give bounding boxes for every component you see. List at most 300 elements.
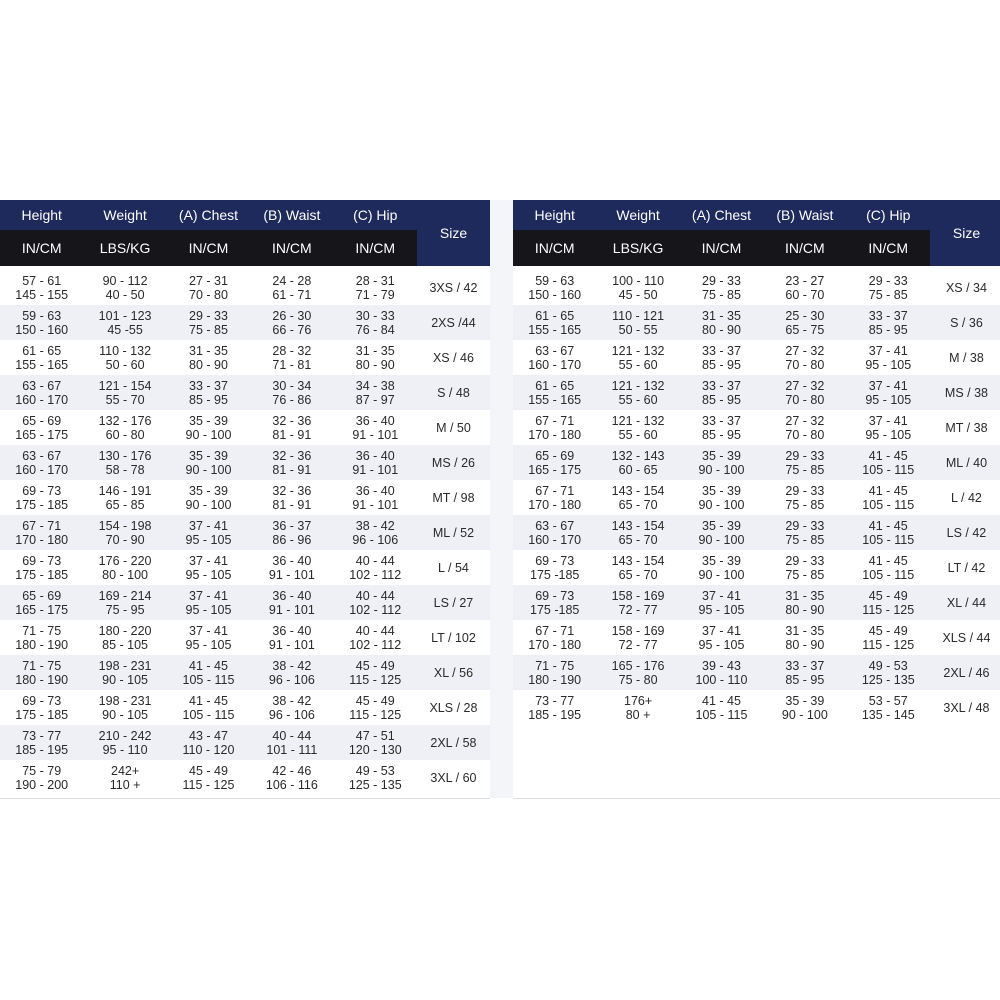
cell-size: LT / 102 — [431, 630, 476, 645]
cell-waist-metric: 90 - 100 — [781, 707, 828, 722]
cell-size: XLS / 44 — [942, 630, 991, 645]
cell-waist-metric: 81 - 91 — [272, 497, 312, 512]
cell-hip-metric: 91 - 101 — [352, 462, 399, 477]
cell-chest-metric: 95 - 105 — [185, 602, 232, 617]
cell-hip-imperial: 41 - 45 — [868, 448, 908, 463]
cell-chest-imperial: 31 - 35 — [702, 308, 741, 323]
cell-size: LS / 27 — [433, 595, 474, 610]
cell-weight-metric: 65 - 70 — [618, 567, 658, 582]
cell-hip-metric: 120 - 130 — [348, 742, 402, 757]
cell-chest-imperial: 35 - 39 — [189, 448, 228, 463]
cell-chest — [167, 515, 250, 550]
cell-waist-metric: 75 - 85 — [785, 497, 825, 512]
cell-height-imperial: 65 - 69 — [535, 448, 575, 463]
cell-height-imperial: 61 - 65 — [535, 378, 575, 393]
cell-hip-imperial: 36 - 40 — [355, 413, 395, 428]
cell-height — [513, 270, 596, 305]
cell-hip-metric: 85 - 95 — [868, 322, 908, 337]
header-row-units — [513, 230, 930, 266]
cell-size: MS / 38 — [944, 385, 988, 400]
cell-waist — [763, 550, 846, 585]
cell-weight-imperial: 165 - 176 — [611, 658, 665, 673]
cell-height — [0, 410, 83, 445]
cell-hip-imperial: 45 - 49 — [868, 588, 908, 603]
cell-height-imperial: 63 - 67 — [535, 518, 575, 533]
cell-height-metric: 160 - 170 — [528, 357, 582, 372]
cell-chest-imperial: 27 - 31 — [189, 273, 228, 288]
cell-chest — [680, 445, 763, 480]
cell-waist-imperial: 27 - 32 — [785, 378, 825, 393]
cell-waist-metric: 75 - 85 — [785, 462, 825, 477]
cell-waist-metric: 75 - 85 — [785, 532, 825, 547]
cell-weight — [596, 445, 679, 480]
cell-height — [0, 655, 83, 690]
cell-hip-imperial: 45 - 49 — [355, 693, 395, 708]
table-row — [0, 410, 490, 445]
cell-waist-metric: 91 - 101 — [268, 567, 315, 582]
cell-waist — [250, 480, 333, 515]
cell-size: 3XL / 48 — [943, 700, 990, 715]
cell-chest-imperial: 33 - 37 — [702, 378, 741, 393]
cell-height — [0, 550, 83, 585]
table-row — [513, 515, 1000, 550]
cell-chest — [680, 340, 763, 375]
cell-height-imperial: 63 - 67 — [22, 378, 62, 393]
cell-waist-imperial: 32 - 36 — [272, 413, 312, 428]
cell-chest — [167, 445, 250, 480]
cell-waist-metric: 70 - 80 — [785, 427, 825, 442]
cell-hip — [334, 620, 417, 655]
cell-size: ML / 40 — [945, 455, 988, 470]
cell-hip-metric: 115 - 125 — [862, 637, 915, 652]
cell-size: LS / 42 — [946, 525, 987, 540]
cell-weight-imperial: 121 - 132 — [611, 378, 665, 393]
cell-waist — [763, 480, 846, 515]
cell-weight — [83, 655, 166, 690]
cell-height-metric: 175 -185 — [530, 602, 580, 617]
cell-chest-imperial: 35 - 39 — [702, 553, 741, 568]
cell-chest-imperial: 29 - 33 — [702, 273, 741, 288]
unit-waist: IN/CM — [272, 240, 312, 256]
cell-height — [0, 620, 83, 655]
cell-waist-metric: 80 - 90 — [785, 637, 825, 652]
cell-size: L / 54 — [438, 560, 469, 575]
cell-hip — [334, 480, 417, 515]
cell-weight-metric: 65 - 70 — [618, 497, 658, 512]
cell-weight-imperial: 121 - 154 — [98, 378, 152, 393]
cell-waist — [250, 760, 333, 795]
header-weight: Weight — [616, 207, 660, 223]
cell-chest — [680, 410, 763, 445]
table-row — [513, 550, 1000, 585]
cell-height-imperial: 67 - 71 — [535, 483, 575, 498]
cell-chest — [680, 375, 763, 410]
cell-height-metric: 165 - 175 — [15, 427, 69, 442]
cell-height-imperial: 67 - 71 — [535, 623, 575, 638]
cell-chest-metric: 90 - 100 — [698, 532, 745, 547]
cell-hip-imperial: 41 - 45 — [868, 483, 908, 498]
cell-weight-metric: 75 - 95 — [105, 602, 145, 617]
cell-weight-imperial: 169 - 214 — [98, 588, 152, 603]
cell-weight-metric: 90 - 105 — [102, 672, 149, 687]
cell-height — [0, 445, 83, 480]
size-chart-left — [0, 200, 490, 799]
cell-hip-metric: 91 - 101 — [352, 497, 399, 512]
table-row — [513, 480, 1000, 515]
header-size: Size — [930, 200, 1000, 266]
cell-chest-metric: 85 - 95 — [702, 357, 741, 372]
cell-hip-imperial: 40 - 44 — [355, 588, 395, 603]
cell-height — [513, 550, 596, 585]
cell-waist-metric: 96 - 106 — [268, 707, 315, 722]
cell-hip-metric: 96 - 106 — [352, 532, 399, 547]
cell-waist-imperial: 36 - 40 — [272, 623, 312, 638]
cell-chest — [680, 270, 763, 305]
cell-height-imperial: 63 - 67 — [535, 343, 575, 358]
cell-height-metric: 155 - 165 — [528, 392, 582, 407]
table-row — [513, 445, 1000, 480]
cell-hip — [847, 270, 930, 305]
cell-waist-imperial: 38 - 42 — [272, 693, 312, 708]
cell-hip-imperial: 40 - 44 — [355, 623, 395, 638]
cell-size: MT / 38 — [945, 420, 988, 435]
cell-weight-metric: 40 - 50 — [105, 287, 145, 302]
cell-waist-imperial: 24 - 28 — [272, 273, 312, 288]
cell-height-imperial: 61 - 65 — [535, 308, 575, 323]
cell-hip — [847, 585, 930, 620]
cell-chest-imperial: 41 - 45 — [189, 658, 228, 673]
cell-hip — [847, 690, 930, 725]
cell-height — [0, 340, 83, 375]
cell-size: 3XL / 60 — [430, 770, 477, 785]
cell-hip-metric: 105 - 115 — [862, 532, 915, 547]
table-row — [0, 515, 490, 550]
cell-height — [513, 515, 596, 550]
cell-chest-imperial: 37 - 41 — [189, 553, 228, 568]
cell-hip-metric: 71 - 79 — [355, 287, 395, 302]
cell-waist-imperial: 40 - 44 — [272, 728, 312, 743]
cell-chest-metric: 80 - 90 — [189, 357, 228, 372]
table-row — [0, 760, 490, 795]
cell-waist — [763, 270, 846, 305]
cell-weight-imperial: 158 - 169 — [611, 588, 665, 603]
cell-height-imperial: 57 - 61 — [22, 273, 62, 288]
cell-height-metric: 185 - 195 — [528, 707, 582, 722]
cell-chest-imperial: 45 - 49 — [189, 763, 228, 778]
cell-waist — [763, 655, 846, 690]
cell-height — [513, 340, 596, 375]
cell-waist-metric: 91 - 101 — [268, 637, 315, 652]
cell-height — [0, 725, 83, 760]
cell-height-metric: 165 - 175 — [528, 462, 582, 477]
cell-height-metric: 160 - 170 — [15, 462, 69, 477]
cell-weight — [596, 620, 679, 655]
cell-chest-metric: 95 - 105 — [185, 637, 232, 652]
cell-hip-metric: 125 - 135 — [861, 672, 915, 687]
cell-hip-imperial: 41 - 45 — [868, 553, 908, 568]
cell-chest — [167, 690, 250, 725]
cell-hip-metric: 115 - 125 — [349, 707, 402, 722]
cell-hip-imperial: 29 - 33 — [868, 273, 908, 288]
cell-waist-imperial: 30 - 34 — [272, 378, 312, 393]
cell-waist-imperial: 31 - 35 — [785, 623, 825, 638]
cell-height-imperial: 75 - 79 — [22, 763, 62, 778]
cell-size: S / 48 — [437, 385, 470, 400]
cell-height-metric: 175 - 185 — [15, 567, 69, 582]
cell-height-metric: 155 - 165 — [528, 322, 582, 337]
cell-height — [0, 515, 83, 550]
cell-height-imperial: 65 - 69 — [22, 413, 62, 428]
cell-hip — [334, 305, 417, 340]
cell-height-imperial: 67 - 71 — [22, 518, 62, 533]
cell-waist-imperial: 29 - 33 — [785, 553, 825, 568]
cell-height — [513, 620, 596, 655]
cell-height — [513, 305, 596, 340]
table-row — [513, 690, 1000, 725]
header-row-units — [0, 230, 417, 266]
cell-weight-metric: 50 - 55 — [618, 322, 658, 337]
cell-hip-metric: 105 - 115 — [862, 462, 915, 477]
cell-hip — [847, 550, 930, 585]
cell-weight-imperial: 210 - 242 — [98, 728, 152, 743]
cell-weight-metric: 60 - 65 — [618, 462, 658, 477]
cell-weight-metric: 45 -55 — [107, 322, 143, 337]
cell-height-imperial: 61 - 65 — [22, 343, 62, 358]
cell-weight-metric: 55 - 60 — [618, 427, 658, 442]
cell-weight — [83, 585, 166, 620]
cell-chest-imperial: 29 - 33 — [189, 308, 228, 323]
cell-height-metric: 170 - 180 — [528, 637, 582, 652]
cell-height — [513, 690, 596, 725]
cell-chest-imperial: 37 - 41 — [702, 588, 741, 603]
cell-weight-metric: 58 - 78 — [105, 462, 145, 477]
cell-chest — [167, 620, 250, 655]
unit-weight: LBS/KG — [612, 240, 664, 256]
cell-hip-imperial: 31 - 35 — [355, 343, 395, 358]
cell-waist — [763, 585, 846, 620]
cell-weight-metric: 80 + — [625, 707, 651, 722]
cell-chest-metric: 90 - 100 — [698, 462, 745, 477]
cell-waist-imperial: 29 - 33 — [785, 518, 825, 533]
cell-size: XS / 46 — [432, 350, 474, 365]
header-chest: (A) Chest — [691, 207, 752, 223]
cell-waist — [250, 550, 333, 585]
unit-waist: IN/CM — [785, 240, 825, 256]
cell-waist — [763, 620, 846, 655]
cell-hip — [334, 690, 417, 725]
cell-waist-metric: 66 - 76 — [272, 322, 312, 337]
cell-size: M / 50 — [436, 420, 471, 435]
cell-waist-metric: 85 - 95 — [785, 672, 825, 687]
cell-height — [513, 410, 596, 445]
cell-chest-imperial: 35 - 39 — [702, 483, 741, 498]
header-row-measurements — [513, 200, 930, 230]
cell-waist-metric: 75 - 85 — [785, 567, 825, 582]
cell-waist-imperial: 29 - 33 — [785, 448, 825, 463]
cell-size: MS / 26 — [431, 455, 475, 470]
cell-hip — [334, 725, 417, 760]
cell-weight-metric: 85 - 105 — [102, 637, 149, 652]
cell-weight-metric: 60 - 80 — [105, 427, 145, 442]
cell-chest-metric: 85 - 95 — [189, 392, 228, 407]
cell-height — [0, 585, 83, 620]
cell-weight-metric: 110 + — [109, 777, 141, 792]
cell-height — [0, 270, 83, 305]
cell-height — [513, 445, 596, 480]
cell-hip — [847, 445, 930, 480]
cell-height-metric: 160 - 170 — [15, 392, 69, 407]
cell-weight-metric: 55 - 70 — [105, 392, 145, 407]
cell-waist — [763, 410, 846, 445]
cell-hip-imperial: 49 - 53 — [868, 658, 908, 673]
cell-waist-imperial: 32 - 36 — [272, 483, 312, 498]
cell-waist-imperial: 27 - 32 — [785, 413, 825, 428]
unit-height: IN/CM — [534, 240, 575, 256]
cell-weight-imperial: 176+ — [624, 693, 653, 708]
cell-height-imperial: 71 - 75 — [535, 658, 575, 673]
cell-chest-metric: 75 - 85 — [702, 287, 741, 302]
cell-height-metric: 150 - 160 — [528, 287, 582, 302]
cell-chest — [167, 270, 250, 305]
cell-waist-metric: 81 - 91 — [272, 427, 312, 442]
unit-weight: LBS/KG — [99, 240, 151, 256]
cell-weight-metric: 70 - 90 — [105, 532, 145, 547]
cell-chest-metric: 75 - 85 — [189, 322, 228, 337]
cell-waist-metric: 101 - 111 — [266, 742, 318, 757]
table-row — [0, 690, 490, 725]
header-hip: (C) Hip — [353, 207, 398, 223]
cell-waist-imperial: 28 - 32 — [272, 343, 312, 358]
cell-hip-metric: 76 - 84 — [355, 322, 395, 337]
cell-chest — [680, 480, 763, 515]
cell-chest — [167, 375, 250, 410]
cell-waist-imperial: 31 - 35 — [785, 588, 825, 603]
cell-chest-metric: 105 - 115 — [182, 672, 235, 687]
cell-height-imperial: 69 - 73 — [535, 588, 575, 603]
header-waist: (B) Waist — [776, 207, 834, 223]
cell-height-imperial: 73 - 77 — [22, 728, 62, 743]
table-row — [0, 655, 490, 690]
cell-hip-imperial: 33 - 37 — [868, 308, 908, 323]
cell-weight — [596, 515, 679, 550]
cell-chest — [167, 480, 250, 515]
cell-waist — [250, 445, 333, 480]
cell-height-imperial: 59 - 63 — [535, 273, 575, 288]
cell-hip-metric: 75 - 85 — [868, 287, 908, 302]
cell-hip — [334, 515, 417, 550]
cell-size: XLS / 28 — [429, 700, 478, 715]
cell-height-metric: 155 - 165 — [15, 357, 69, 372]
cell-size: XL / 44 — [946, 595, 987, 610]
cell-weight — [596, 375, 679, 410]
cell-waist-imperial: 27 - 32 — [785, 343, 825, 358]
cell-waist-imperial: 29 - 33 — [785, 483, 825, 498]
table-row — [0, 585, 490, 620]
cell-weight-imperial: 154 - 198 — [98, 518, 152, 533]
cell-waist-metric: 61 - 71 — [272, 287, 312, 302]
cell-chest-metric: 80 - 90 — [702, 322, 741, 337]
cell-hip — [334, 760, 417, 795]
cell-weight — [83, 480, 166, 515]
cell-hip-metric: 95 - 105 — [865, 427, 912, 442]
cell-weight-imperial: 143 - 154 — [611, 553, 665, 568]
cell-waist-metric: 70 - 80 — [785, 357, 825, 372]
cell-weight-metric: 55 - 60 — [618, 392, 658, 407]
header-size: Size — [417, 200, 490, 266]
cell-chest-metric: 95 - 105 — [698, 637, 745, 652]
cell-chest-metric: 90 - 100 — [185, 462, 232, 477]
cell-weight-metric: 72 - 77 — [618, 637, 658, 652]
cell-weight-imperial: 158 - 169 — [611, 623, 665, 638]
cell-chest-metric: 90 - 100 — [698, 567, 745, 582]
cell-hip — [847, 305, 930, 340]
cell-hip-imperial: 45 - 49 — [355, 658, 395, 673]
cell-weight-imperial: 180 - 220 — [98, 623, 152, 638]
cell-height-imperial: 71 - 75 — [22, 623, 62, 638]
cell-hip-imperial: 41 - 45 — [868, 518, 908, 533]
cell-weight-imperial: 143 - 154 — [611, 483, 665, 498]
cell-weight-imperial: 130 - 176 — [98, 448, 152, 463]
cell-chest-imperial: 39 - 43 — [702, 658, 741, 673]
cell-hip — [847, 655, 930, 690]
cell-hip — [334, 270, 417, 305]
cell-chest-imperial: 37 - 41 — [189, 518, 228, 533]
cell-waist-imperial: 36 - 40 — [272, 553, 312, 568]
cell-chest — [680, 515, 763, 550]
cell-height-imperial: 71 - 75 — [22, 658, 62, 673]
cell-chest — [680, 305, 763, 340]
cell-hip-imperial: 36 - 40 — [355, 448, 395, 463]
cell-height — [513, 375, 596, 410]
cell-waist-imperial: 38 - 42 — [272, 658, 312, 673]
cell-hip — [847, 340, 930, 375]
cell-waist-imperial: 36 - 40 — [272, 588, 312, 603]
cell-chest — [680, 585, 763, 620]
cell-waist — [763, 445, 846, 480]
cell-weight — [83, 760, 166, 795]
cell-hip — [334, 550, 417, 585]
cell-weight-metric: 55 - 60 — [618, 357, 658, 372]
table-row — [0, 620, 490, 655]
cell-hip-metric: 125 - 135 — [348, 777, 402, 792]
cell-weight-metric: 72 - 77 — [618, 602, 658, 617]
cell-weight — [596, 410, 679, 445]
cell-chest — [167, 410, 250, 445]
cell-hip — [334, 375, 417, 410]
cell-hip — [847, 375, 930, 410]
cell-waist — [763, 340, 846, 375]
cell-chest-imperial: 33 - 37 — [702, 413, 741, 428]
cell-chest-metric: 100 - 110 — [695, 672, 748, 687]
cell-chest — [680, 550, 763, 585]
cell-chest — [167, 550, 250, 585]
cell-chest — [167, 305, 250, 340]
cell-waist — [250, 375, 333, 410]
cell-chest-metric: 95 - 105 — [185, 532, 232, 547]
cell-weight — [596, 305, 679, 340]
header-hip: (C) Hip — [866, 207, 911, 223]
cell-weight — [83, 725, 166, 760]
table-row — [513, 655, 1000, 690]
unit-chest: IN/CM — [701, 240, 742, 256]
cell-chest-metric: 115 - 125 — [182, 777, 235, 792]
cell-waist — [250, 725, 333, 760]
cell-size: MT / 98 — [432, 490, 475, 505]
cell-size: L / 42 — [951, 490, 982, 505]
cell-hip-imperial: 28 - 31 — [355, 273, 395, 288]
cell-height-imperial: 67 - 71 — [535, 413, 575, 428]
cell-weight-imperial: 90 - 112 — [102, 273, 148, 288]
